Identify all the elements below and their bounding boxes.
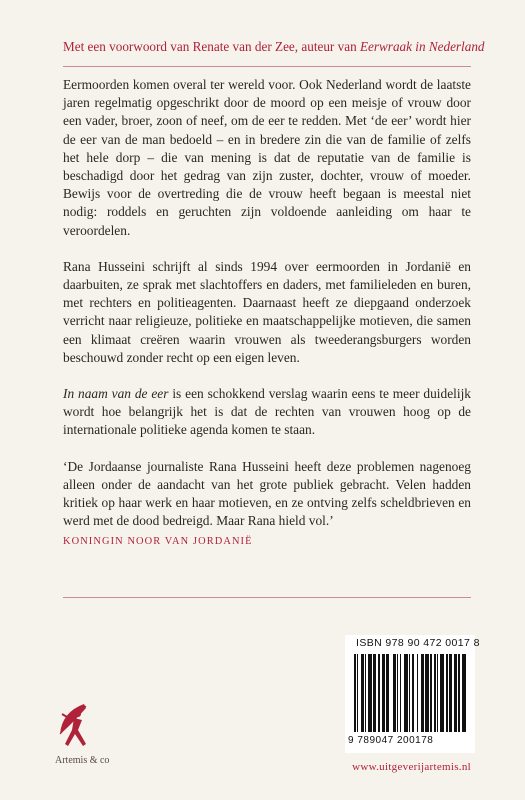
paragraph-1: Eermoorden komen overal ter wereld voor. Ook Nederland wordt de laatste jaren regelmatig opgeschrikt door de moord op een meisje of vrouw door een vader, broer, zoon of neef, om de eer te redden. Met ‘de eer’ wordt hier de eer van de man bedoeld – en in bredere zin die van de familie of zelfs het hele dorp – die van mening is dat de reputatie van de familie is beschadigd door het gedrag van zijn zuster, dochter, vrouw of moeder. Bewijs voor de overtreding die de vrouw heeft begaan is meestal niet nodig: roddels en geruchten zijn voldoende aanleiding om haar te veroordelen. — [63, 77, 471, 238]
paragraph-3 — [63, 385, 471, 440]
isbn-label: ISBN 978 90 472 0017 8 — [356, 637, 480, 649]
paragraph-3-rest: is een schokkend verslag waarin eens te meer duidelijk wordt hoe belangrijk het is dat de rechten van vrouwen hoog op de internationale politieke agenda komen te staan. — [63, 386, 472, 438]
barcode-digits: 9 789047 200178 — [348, 735, 434, 746]
paragraph-2: Rana Husseini schrijft al sinds 1994 over eermoorden in Jordanië en daarbuiten, ze sprak met slachtoffers en daders, met familieleden en buren, met rechters en politieagenten. Daarnaast heeft ze diepgaand onderzoek verricht naar religieuze, politieke en maatschappelijke motieven, die samen een klimaat creëren waarin vrouwen als tweederangsburgers worden beschouwd zonder recht op een eigen leven. — [63, 258, 471, 365]
quote-attribution: KONINGIN NOOR VAN JORDANIË — [63, 536, 253, 548]
book-title-inline: In naam van de eer — [63, 386, 169, 402]
publisher-name: Artemis & co — [55, 755, 110, 766]
foreword-prefix: Met een voorwoord van Renate van der Zee, auteur van — [63, 39, 360, 54]
bottom-divider — [63, 597, 471, 598]
quote-text: ‘De Jordaanse journaliste Rana Husseini heeft deze problemen nagenoeg alleen onder de aandacht van het grote publiek gebracht. Velen hadden kritiek op haar werk en haar motieven, en ze ontving zelfs scheldbrieven en werd met de dood bedreigd. Maar Rana hield vol.’ — [63, 458, 471, 529]
publisher-website: www.uitgeverijartemis.nl — [352, 761, 471, 773]
foreword-line — [63, 38, 483, 56]
archer-figure-icon — [52, 700, 96, 761]
blurb-body — [63, 76, 471, 568]
barcode-icon — [352, 654, 470, 741]
foreword-book-title: Eerwraak in Nederland — [359, 39, 485, 54]
top-divider — [63, 66, 471, 67]
